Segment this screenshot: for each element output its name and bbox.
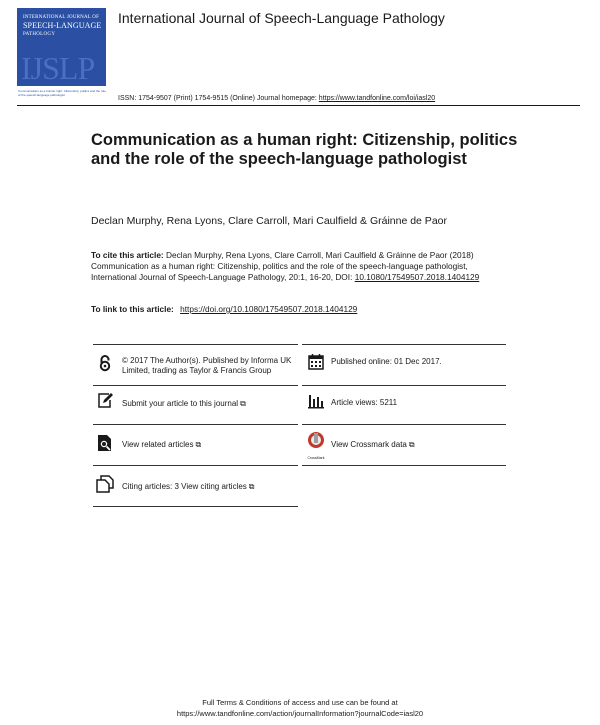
cite-doi-link[interactable]: 10.1080/17549507.2018.1404129 [354, 272, 480, 282]
related-articles-label: View related articles [122, 440, 194, 449]
published-date: Published online: 01 Dec 2017. [331, 357, 442, 366]
footer-terms-text: Full Terms & Conditions of access and use can be found at [202, 698, 398, 707]
citing-articles-icon [96, 475, 114, 493]
external-link-icon: ⧉ [240, 399, 246, 408]
search-document-icon [96, 434, 114, 452]
cover-caption: Communication as a human right: Citizenship, politics and the role of the speech-language pathologist [18, 89, 106, 97]
link-line [91, 304, 357, 314]
submit-article-link[interactable] [122, 399, 300, 409]
calendar-icon [307, 353, 325, 371]
cover-line-2: SPEECH-LANGUAGE [23, 21, 102, 30]
journal-homepage-link[interactable]: https://www.tandfonline.com/loi/iasl20 [318, 95, 436, 102]
info-rule-1-right [302, 385, 506, 386]
info-rule-2-left [93, 424, 298, 425]
crossmark-label: View Crossmark data [331, 440, 407, 449]
info-rule-4-left [93, 506, 298, 507]
info-rule-top-right [302, 344, 506, 345]
article-views: Article views: 5211 [331, 398, 398, 407]
cover-line-1: INTERNATIONAL JOURNAL OF [23, 15, 100, 20]
article-doi-link[interactable]: https://doi.org/10.1080/17549507.2018.1404129 [180, 304, 358, 314]
info-rule-3-left [93, 465, 298, 466]
crossmark-icon [306, 431, 326, 460]
citation-block [91, 250, 511, 283]
edit-icon [96, 392, 114, 410]
header-divider [17, 105, 580, 106]
info-rule-top-left [93, 344, 298, 345]
cite-text: Declan Murphy, Rena Lyons, Clare Carroll, Mari Caulfield & Gráinne de Paor (2018) Communication as a human right: Citizenship, politics and the role of the speech-language pathologist, International Journal of Speech-Language Pathology, 20:1, 16-20, DOI: [91, 250, 474, 282]
info-rule-2-right [302, 424, 506, 425]
open-access-text: © 2017 The Author(s). Published by Informa UK Limited, trading as Taylor & Francis Group [122, 356, 292, 375]
article-authors: Declan Murphy, Rena Lyons, Clare Carroll, Mari Caulfield & Gráinne de Paor [91, 215, 447, 227]
related-articles-link[interactable] [122, 440, 300, 450]
issn-line [118, 95, 435, 102]
citing-articles-link[interactable] [122, 482, 300, 492]
cover-line-3: PATHOLOGY [23, 32, 56, 37]
bar-chart-icon [307, 392, 325, 410]
link-label: To link to this article: [91, 304, 174, 314]
crossmark-link[interactable] [331, 440, 503, 450]
open-access-icon [96, 354, 114, 372]
cover-logo: IJSLP [21, 50, 95, 86]
footer [0, 697, 600, 719]
crossmark-badge-text: CrossMark [307, 456, 325, 460]
external-link-icon: ⧉ [408, 440, 415, 449]
journal-cover [17, 8, 106, 86]
info-rule-3-right [302, 465, 506, 466]
external-link-icon: ⧉ [248, 482, 255, 491]
submit-article-label: Submit your article to this journal [122, 399, 239, 408]
article-title: Communication as a human right: Citizenship, politics and the role of the speech-language pathologist [91, 131, 518, 168]
cite-label: To cite this article: [91, 250, 164, 260]
info-rule-1-left [93, 385, 298, 386]
issn-text: ISSN: 1754-9507 (Print) 1754-9515 (Online) Journal homepage: [118, 95, 317, 102]
citing-articles-label: Citing articles: 3 View citing articles [122, 482, 247, 491]
external-link-icon: ⧉ [195, 440, 202, 449]
footer-terms-link[interactable]: https://www.tandfonline.com/action/journalInformation?journalCode=iasl20 [176, 709, 424, 718]
journal-title: International Journal of Speech-Language Pathology [118, 10, 445, 26]
